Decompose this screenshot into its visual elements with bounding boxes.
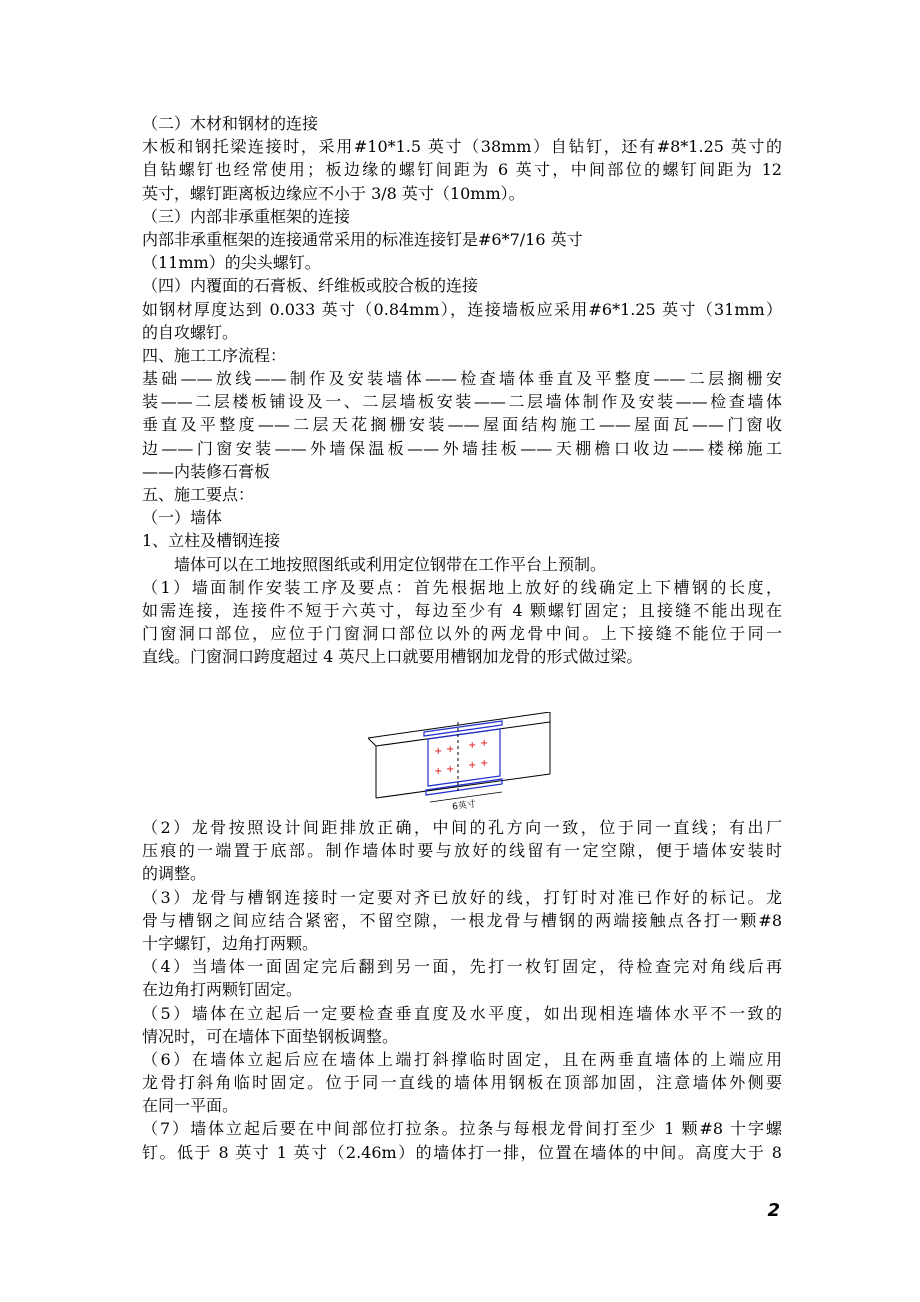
screw-mark: + xyxy=(446,764,455,775)
text-line: 自钻螺钉也经常使用；板边缘的螺钉间距为 6 英寸，中间部位的螺钉间距为 12 xyxy=(142,160,782,180)
channel-splice-figure xyxy=(368,712,558,812)
text-line: 内部非承重框架的连接通常采用的标准连接钉是#6*7/16 英寸 xyxy=(142,229,583,249)
text-line: 的自攻螺钉。 xyxy=(142,322,239,342)
text-line: 木板和钢托梁连接时，采用#10*1.5 英寸（38mm）自钻钉，还有#8*1.25 英寸的 xyxy=(142,137,782,157)
text-line: 四、施工工序流程： xyxy=(142,345,287,365)
text-line: 1、立柱及槽钢连接 xyxy=(142,531,281,551)
text-line: 边——门窗安装——外墙保温板——外墙挂板——天棚檐口收边——楼梯施工 xyxy=(142,438,782,458)
screw-mark: + xyxy=(434,766,443,777)
text-line: 垂直及平整度——二层天花搁栅安装——屋面结构施工——屋面瓦——门窗收 xyxy=(142,415,782,435)
text-line: 骨与槽钢之间应结合紧密，不留空隙，一根龙骨与槽钢的两端接触点各打一颗#8 xyxy=(142,910,782,930)
text-line: （3）龙骨与槽钢连接时一定要对齐已放好的线，打钉时对准已作好的标记。龙 xyxy=(142,887,782,907)
screw-mark: + xyxy=(480,738,489,749)
body-text-top xyxy=(142,112,782,669)
text-line: 五、施工要点： xyxy=(142,485,255,504)
text-line: 压痕的一端置于底部。制作墙体时要与放好的线留有一定空隙，便于墙体安装时 xyxy=(142,841,782,861)
text-line: （2）龙骨按照设计间距排放正确，中间的孔方向一致，位于同一直线；有出厂 xyxy=(142,818,782,837)
screw-mark: + xyxy=(468,760,477,771)
screw-mark: + xyxy=(434,746,443,757)
text-line: 基础——放线——制作及安装墙体——检查墙体垂直及平整度——二层搁栅安 xyxy=(142,369,782,389)
text-line: 情况时，可在墙体下面垫钢板调整。 xyxy=(142,1026,399,1046)
text-line: （四）内覆面的石膏板、纤维板或胶合板的连接 xyxy=(142,276,479,296)
text-line: 十字螺钉，边角打两颗。 xyxy=(142,933,319,953)
text-line: （11mm）的尖头螺钉。 xyxy=(142,253,321,273)
dimension-label: 6英寸 xyxy=(451,799,477,812)
text-line: 装——二层楼板铺设及一、二层墙板安装——二层墙体制作及安装——检查墙体 xyxy=(142,392,782,412)
text-line: 英寸，螺钉距离板边缘应不小于 3/8 英寸（10mm）。 xyxy=(142,183,525,203)
text-line: ——内装修石膏板 xyxy=(142,461,271,481)
text-line: 如需连接，连接件不短于六英寸，每边至少有 4 颗螺钉固定；且接缝不能出现在 xyxy=(142,600,782,620)
screw-marks xyxy=(434,738,488,777)
text-line: 门窗洞口部位，应位于门窗洞口部位以外的两龙骨中间。上下接缝不能位于同一 xyxy=(142,624,782,644)
text-line: （1）墙面制作安装工序及要点：首先根据地上放好的线确定上下槽钢的长度， xyxy=(142,577,782,597)
body-text-bottom xyxy=(142,816,782,1164)
text-line: （6）在墙体立起后应在墙体上端打斜撑临时固定，且在两垂直墙体的上端应用 xyxy=(142,1049,782,1069)
splice-plate xyxy=(428,729,500,786)
screw-mark: + xyxy=(446,744,455,755)
text-line: （一）墙体 xyxy=(142,508,223,528)
channel-splice-diagram xyxy=(368,712,558,812)
text-line: 如钢材厚度达到 0.033 英寸（0.84mm），连接墙板应采用#6*1.25 英寸（31mm） xyxy=(142,299,782,319)
page-number: 2 xyxy=(767,1200,780,1221)
text-line: 龙骨打斜角临时固定。位于同一直线的墙体用钢板在顶部加固，注意墙体外侧要 xyxy=(142,1073,782,1093)
text-line: 在边角打两颗钉固定。 xyxy=(142,980,303,1000)
text-line: （4）当墙体一面固定完后翻到另一面，先打一枚钉固定，待检查完对角线后再 xyxy=(142,957,782,977)
screw-mark: + xyxy=(468,740,477,751)
text-line: （三）内部非承重框架的连接 xyxy=(142,206,351,226)
text-line: 的调整。 xyxy=(142,864,207,884)
channel-bottom-edge xyxy=(376,774,550,798)
text-line: （5）墙体在立起后一定要检查垂直度及水平度，如出现相连墙体水平不一致的 xyxy=(142,1003,782,1023)
screw-mark: + xyxy=(480,758,489,769)
text-line: （二）木材和钢材的连接 xyxy=(142,114,319,133)
text-line: （7）墙体立起后要在中间部位打拉条。拉条与每根龙骨间打至少 1 颗#8 十字螺 xyxy=(142,1119,782,1139)
text-line: 直线。门窗洞口跨度超过 4 英尺上口就要用槽钢加龙骨的形式做过梁。 xyxy=(142,647,643,667)
text-line: 在同一平面。 xyxy=(142,1096,239,1116)
text-line: 钉。低于 8 英寸 1 英寸（2.46m）的墙体打一排，位置在墙体的中间。高度大于 8 xyxy=(142,1142,782,1162)
text-line: 墙体可以在工地按照图纸或利用定位钢带在工作平台上预制。 xyxy=(142,554,607,574)
